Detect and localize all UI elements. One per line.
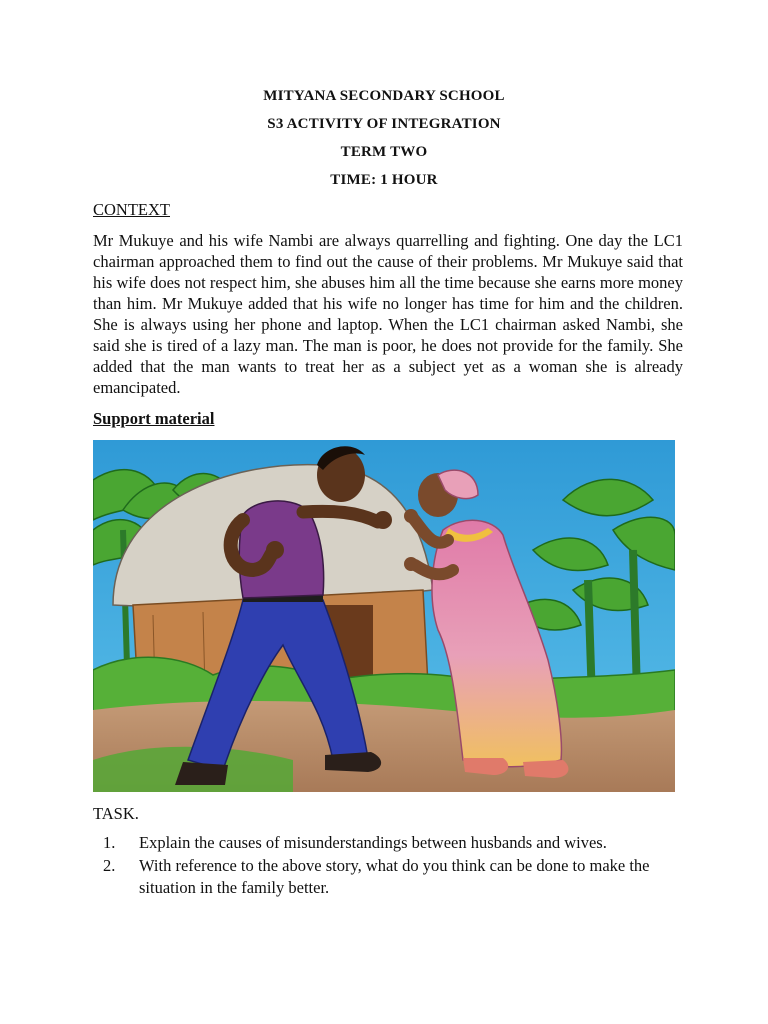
activity-title: S3 ACTIVITY OF INTEGRATION bbox=[267, 116, 501, 132]
task-item bbox=[93, 832, 693, 854]
task-item-text: With reference to the above story, what do you think can be done to make the situation in the family better. bbox=[139, 856, 650, 897]
context-paragraph: Mr Mukuye and his wife Nambi are always quarrelling and fighting. One day the LC1 chairman approached them to find out the cause of their problems. Mr Mukuye said that his wife does not respect him, she abuses him all the time because she earns more money than him. Mr Mukuye added that his wife no longer has time for him and the children. She is always using her phone and laptop. When the LC1 chairman asked Nambi, she said she is tired of a lazy man. The man is poor, he does not provide for the family. She added that the man wants to treat her as a subject yet as a woman she is already emancipated. bbox=[93, 231, 683, 397]
support-illustration bbox=[93, 440, 675, 792]
illustration-quarrelling-couple-icon bbox=[93, 440, 675, 792]
context-heading: CONTEXT bbox=[93, 200, 170, 219]
time-label: TIME: 1 HOUR bbox=[330, 172, 438, 188]
support-material-heading: Support material bbox=[93, 409, 215, 428]
task-heading: TASK. bbox=[93, 804, 139, 823]
task-item-number: 1. bbox=[103, 833, 116, 852]
task-item-number: 2. bbox=[103, 856, 116, 875]
school-name: MITYANA SECONDARY SCHOOL bbox=[263, 88, 505, 104]
task-list bbox=[93, 832, 693, 900]
term-label: TERM TWO bbox=[340, 144, 428, 160]
task-item bbox=[93, 855, 693, 899]
task-item-text: Explain the causes of misunderstandings between husbands and wives. bbox=[139, 833, 607, 852]
